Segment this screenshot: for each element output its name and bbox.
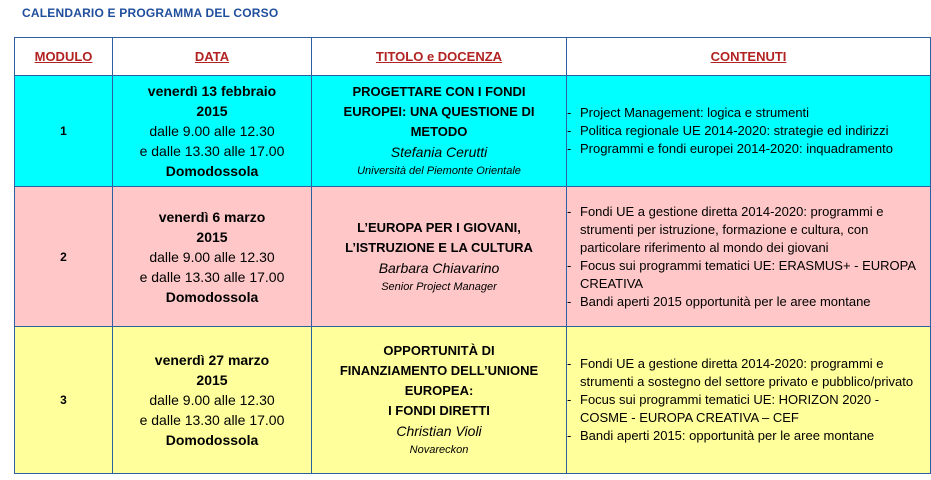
content-item: - Focus sui programmi tematici UE: ERASMUS+ - EUROPA CREATIVA <box>567 257 916 291</box>
teacher-affiliation: Senior Project Manager <box>381 280 497 293</box>
course-schedule-table <box>14 37 931 474</box>
contents-cell <box>567 187 931 327</box>
teacher-name: Barbara Chiavarino <box>378 259 500 276</box>
time-morning: dalle 9.00 alle 12.30 <box>149 392 275 408</box>
location: Domodossola <box>165 432 259 448</box>
contents-cell <box>567 76 931 187</box>
teacher-name: Stefania Cerutti <box>390 144 488 160</box>
contents-list <box>567 104 930 158</box>
course-title-line: L’ISTRUZIONE E LA CULTURA <box>345 239 533 255</box>
content-item: - Politica regionale UE 2014-2020: strategie ed indirizzi <box>567 123 889 138</box>
course-title-line: OPPORTUNITÀ DI <box>383 343 495 358</box>
time-afternoon: e dalle 13.30 alle 17.00 <box>139 143 285 159</box>
page-heading: CALENDARIO E PROGRAMMA DEL CORSO <box>22 6 279 20</box>
table-header-row <box>15 38 931 76</box>
date-cell <box>113 327 312 474</box>
time-afternoon: e dalle 13.30 alle 17.00 <box>139 268 285 285</box>
content-item: - Fondi UE a gestione diretta 2014-2020: programmi e strumenti a sostegno del settore privato e pubblico/privato <box>567 356 914 389</box>
date-cell <box>113 187 312 327</box>
date-year: 2015 <box>196 228 228 245</box>
teacher-name: Christian Violi <box>396 423 482 439</box>
location: Domodossola <box>165 288 259 305</box>
course-title-line: PROGETTARE CON I FONDI <box>352 84 526 99</box>
title-cell <box>312 76 567 187</box>
module-number: 1 <box>15 76 113 187</box>
content-item: - Fondi UE a gestione diretta 2014-2020: programmi e strumenti per istruzione, formazione e cultura, con particolare riferimento al mondo dei giovani <box>567 203 884 255</box>
content-item: - Project Management: logica e strumenti <box>567 105 810 120</box>
course-title-line: METODO <box>410 124 468 139</box>
time-afternoon: e dalle 13.30 alle 17.00 <box>139 412 285 428</box>
column-header-contenuti: CONTENUTI <box>567 38 931 76</box>
date-year: 2015 <box>196 372 228 388</box>
content-item: - Bandi aperti 2015: opportunità per le aree montane <box>567 428 875 443</box>
column-header-data: DATA <box>113 38 312 76</box>
teacher-affiliation: Università del Piemonte Orientale <box>357 165 521 177</box>
column-header-titolo-docenza: TITOLO e DOCENZA <box>312 38 567 76</box>
table-row <box>15 187 931 327</box>
module-number: 3 <box>15 327 113 474</box>
table-row <box>15 327 931 474</box>
course-title-line: EUROPEI: UNA QUESTIONE DI <box>343 104 535 119</box>
course-title-line: I FONDI DIRETTI <box>388 403 490 418</box>
module-number: 2 <box>15 187 113 327</box>
contents-list <box>567 355 930 445</box>
date-day: venerdì 27 marzo <box>154 352 270 368</box>
date-cell <box>113 76 312 187</box>
location: Domodossola <box>165 163 259 179</box>
title-cell <box>312 327 567 474</box>
date-year: 2015 <box>196 103 228 119</box>
content-item: - Bandi aperti 2015 opportunità per le aree montane <box>567 293 871 309</box>
contents-cell <box>567 327 931 474</box>
title-cell <box>312 187 567 327</box>
column-header-modulo: MODULO <box>15 38 113 76</box>
course-title-line: EUROPEA: <box>404 383 474 398</box>
date-day: venerdì 13 febbraio <box>147 83 277 99</box>
time-morning: dalle 9.00 alle 12.30 <box>149 248 275 265</box>
content-item: - Programmi e fondi europei 2014-2020: inquadramento <box>567 141 893 156</box>
date-day: venerdì 6 marzo <box>158 208 266 225</box>
time-morning: dalle 9.00 alle 12.30 <box>149 123 275 139</box>
course-title-line: FINANZIAMENTO DELL’UNIONE <box>339 363 539 378</box>
content-item: - Focus sui programmi tematici UE: HORIZON 2020 - COSME - EUROPA CREATIVA – CEF <box>567 392 880 425</box>
table-row <box>15 76 931 187</box>
contents-list <box>567 203 930 311</box>
teacher-affiliation: Novareckon <box>409 444 469 456</box>
course-title-line: L’EUROPA PER I GIOVANI, <box>357 219 521 235</box>
